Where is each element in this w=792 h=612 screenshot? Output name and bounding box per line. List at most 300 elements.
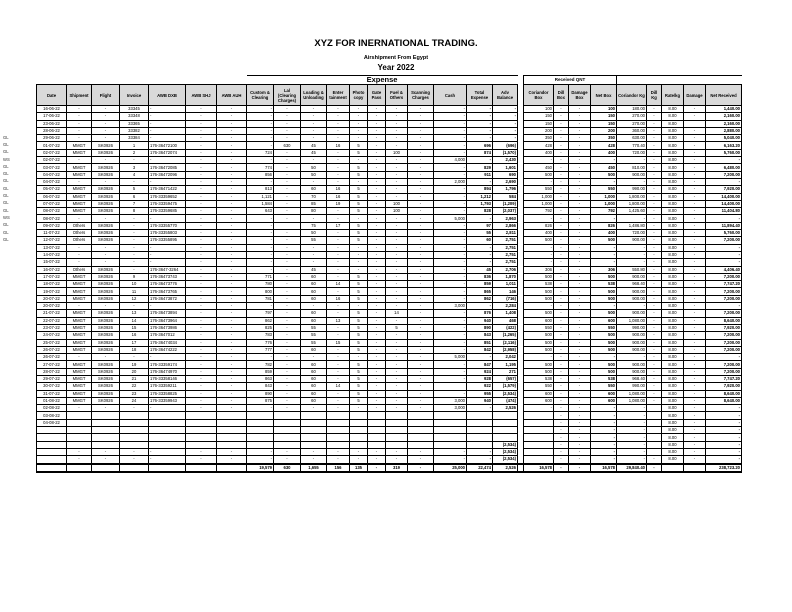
cell-awb-shj[interactable]: - <box>186 288 217 295</box>
cell-net-box[interactable]: - <box>591 303 617 310</box>
cell-awb-auh[interactable]: - <box>217 346 247 353</box>
cell-dill-kg[interactable]: - <box>647 230 662 237</box>
cell-dill-box[interactable]: - <box>554 135 569 142</box>
cell-net-received[interactable]: 14,400.00 <box>706 200 742 207</box>
cell-net-received[interactable]: 7,200.00 <box>706 295 742 302</box>
cell-cash[interactable]: 3,000 <box>434 405 467 412</box>
cell-shipment[interactable]: MMGT <box>67 149 92 156</box>
cell-adv-balance[interactable]: (696) <box>493 142 518 149</box>
cell-loading-unloading[interactable]: 1,655 <box>301 464 327 472</box>
cell-scanning-charges[interactable]: - <box>408 375 434 382</box>
cell-coriandor-kg[interactable]: 900.00 <box>617 339 647 346</box>
cell-adv-balance[interactable]: 2,526 <box>493 405 518 412</box>
cell-scanning-charges[interactable]: - <box>408 464 434 472</box>
cell-adv-balance[interactable] <box>493 434 518 441</box>
cell-coriandor-kg[interactable]: 29,840.40 <box>617 464 647 472</box>
cell-adv-balance[interactable]: (657) <box>493 375 518 382</box>
cell-awb-auh[interactable]: - <box>217 361 247 368</box>
cell-dill-box[interactable]: - <box>554 412 569 419</box>
cell-damage-box[interactable]: - <box>569 222 591 229</box>
cell-awb-dxb[interactable]: 176-33359943 <box>149 397 186 404</box>
cell-damage-box[interactable]: - <box>569 441 591 448</box>
cell-invoice[interactable]: 2 <box>120 149 149 156</box>
cell-enter-tainment[interactable] <box>327 427 350 434</box>
cell-flight[interactable]: - <box>92 178 120 185</box>
cell-awb-dxb[interactable]: - <box>149 106 186 113</box>
cell-awb-auh[interactable]: - <box>217 251 247 258</box>
cell-coriandor-kg[interactable]: - <box>617 434 647 441</box>
cell-custom-clearing[interactable]: - <box>247 456 274 464</box>
cell-flight[interactable]: SK0926 <box>92 266 120 273</box>
cell-net-received[interactable]: - <box>706 259 742 266</box>
cell-damage-box[interactable]: - <box>569 419 591 426</box>
cell-scanning-charges[interactable]: - <box>408 149 434 156</box>
cell-photo-copy[interactable]: 5 <box>350 186 368 193</box>
cell-net-received[interactable]: 238,723.20 <box>706 464 742 472</box>
cell-total-expense[interactable]: - <box>467 127 493 134</box>
cell-lal-clearing-charges[interactable]: - <box>274 281 301 288</box>
cell-cash[interactable]: 5,000 <box>434 354 467 361</box>
cell-enter-tainment[interactable] <box>327 419 350 426</box>
cell-damage-box[interactable]: - <box>569 288 591 295</box>
cell-net-box[interactable]: 450 <box>591 164 617 171</box>
cell-cash[interactable]: - <box>434 222 467 229</box>
cell-cash[interactable] <box>434 412 467 419</box>
cell-dill-kg[interactable]: - <box>647 208 662 215</box>
cell-loading-unloading[interactable]: 55 <box>301 324 327 331</box>
cell-date[interactable]: 07-07-22 <box>37 200 67 207</box>
cell-dill-box[interactable]: - <box>554 251 569 258</box>
cell-coriandor-box[interactable]: - <box>524 251 554 258</box>
cell-net-received[interactable]: - <box>706 178 742 185</box>
cell-loading-unloading[interactable] <box>301 412 327 419</box>
cell-damage[interactable]: - <box>684 310 706 317</box>
cell-coriandor-kg[interactable]: - <box>617 157 647 164</box>
cell-damage-box[interactable]: - <box>569 113 591 120</box>
cell-coriandor-kg[interactable]: 900.00 <box>617 361 647 368</box>
cell-shipment[interactable]: - <box>67 157 92 164</box>
cell-coriandor-box[interactable]: 16,578 <box>524 464 554 472</box>
cell-invoice[interactable]: 3 <box>120 164 149 171</box>
cell-coriandor-box[interactable] <box>524 441 554 448</box>
cell-coriandor-kg[interactable]: - <box>617 215 647 222</box>
cell-shipment[interactable]: MMGT <box>67 324 92 331</box>
cell-date[interactable] <box>37 434 67 441</box>
cell-invoice[interactable]: 33345 <box>120 106 149 113</box>
cell-rate-kg[interactable]: 8.00 <box>662 208 684 215</box>
cell-photo-copy[interactable]: - <box>350 113 368 120</box>
cell-dill-box[interactable]: - <box>554 266 569 273</box>
cell-coriandor-kg[interactable]: - <box>617 178 647 185</box>
cell-net-box[interactable]: 538 <box>591 375 617 382</box>
cell-total-expense[interactable]: - <box>467 303 493 310</box>
cell-scanning-charges[interactable]: - <box>408 186 434 193</box>
cell-awb-auh[interactable]: - <box>217 200 247 207</box>
cell-photo-copy[interactable]: - <box>350 120 368 127</box>
cell-gate-pass[interactable]: - <box>368 215 386 222</box>
cell-awb-auh[interactable]: - <box>217 273 247 280</box>
cell-date[interactable]: 03-07-22 <box>37 164 67 171</box>
cell-custom-clearing[interactable]: 890 <box>247 390 274 397</box>
cell-invoice[interactable]: 10 <box>120 281 149 288</box>
cell-total-expense[interactable]: - <box>467 157 493 164</box>
cell-gate-pass[interactable]: - <box>368 251 386 258</box>
cell-dill-box[interactable]: - <box>554 464 569 472</box>
cell-fuel-others[interactable]: - <box>386 127 408 134</box>
cell-enter-tainment[interactable] <box>327 434 350 441</box>
cell-invoice[interactable]: 17 <box>120 339 149 346</box>
cell-fuel-others[interactable]: - <box>386 237 408 244</box>
cell-awb-dxb[interactable] <box>149 434 186 441</box>
cell-damage[interactable]: - <box>684 427 706 434</box>
cell-awb-shj[interactable] <box>186 419 217 426</box>
cell-dill-box[interactable]: - <box>554 390 569 397</box>
cell-awb-auh[interactable]: - <box>217 448 247 455</box>
cell-damage-box[interactable]: - <box>569 230 591 237</box>
cell-awb-dxb[interactable]: 176-33358825 <box>149 390 186 397</box>
cell-coriandor-box[interactable]: 306 <box>524 266 554 273</box>
cell-flight[interactable]: SK0926 <box>92 317 120 324</box>
cell-invoice[interactable] <box>120 412 149 419</box>
cell-fuel-others[interactable]: - <box>386 332 408 339</box>
cell-awb-auh[interactable]: - <box>217 288 247 295</box>
cell-dill-box[interactable]: - <box>554 441 569 448</box>
cell-awb-shj[interactable]: - <box>186 397 217 404</box>
cell-shipment[interactable]: MMGT <box>67 361 92 368</box>
cell-dill-box[interactable]: - <box>554 113 569 120</box>
cell-scanning-charges[interactable]: - <box>408 310 434 317</box>
cell-awb-shj[interactable]: - <box>186 310 217 317</box>
cell-net-box[interactable]: 428 <box>591 142 617 149</box>
cell-damage[interactable]: - <box>684 178 706 185</box>
cell-fuel-others[interactable]: - <box>386 281 408 288</box>
cell-lal-clearing-charges[interactable]: - <box>274 266 301 273</box>
cell-enter-tainment[interactable]: - <box>327 354 350 361</box>
cell-rate-kg[interactable]: 8.00 <box>662 303 684 310</box>
cell-custom-clearing[interactable]: - <box>247 244 274 251</box>
cell-dill-box[interactable]: - <box>554 193 569 200</box>
cell-gate-pass[interactable]: - <box>368 106 386 113</box>
cell-photo-copy[interactable]: 5 <box>350 375 368 382</box>
cell-scanning-charges[interactable]: - <box>408 354 434 361</box>
cell-rate-kg[interactable]: 8.00 <box>662 186 684 193</box>
cell-flight[interactable]: SK0926 <box>92 375 120 382</box>
cell-lal-clearing-charges[interactable]: - <box>274 310 301 317</box>
cell-damage[interactable]: - <box>684 375 706 382</box>
cell-shipment[interactable]: - <box>67 127 92 134</box>
cell-date[interactable]: 08-07-22 <box>37 215 67 222</box>
cell-fuel-others[interactable]: - <box>386 405 408 412</box>
cell-scanning-charges[interactable]: - <box>408 120 434 127</box>
cell-photo-copy[interactable] <box>350 441 368 448</box>
cell-damage[interactable]: - <box>684 208 706 215</box>
cell-awb-shj[interactable]: - <box>186 113 217 120</box>
cell-gate-pass[interactable]: - <box>368 193 386 200</box>
cell-lal-clearing-charges[interactable]: - <box>274 273 301 280</box>
cell-shipment[interactable]: MMGT <box>67 142 92 149</box>
cell-coriandor-box[interactable]: 450 <box>524 164 554 171</box>
cell-fuel-others[interactable]: - <box>386 142 408 149</box>
cell-invoice[interactable]: 15 <box>120 324 149 331</box>
cell-flight[interactable]: - <box>92 244 120 251</box>
cell-awb-auh[interactable]: - <box>217 215 247 222</box>
cell-net-received[interactable]: 8,640.00 <box>706 397 742 404</box>
cell-cash[interactable]: - <box>434 135 467 142</box>
cell-custom-clearing[interactable]: 862 <box>247 317 274 324</box>
cell-enter-tainment[interactable]: 16 <box>327 142 350 149</box>
cell-net-box[interactable]: - <box>591 259 617 266</box>
cell-cash[interactable]: - <box>434 142 467 149</box>
cell-photo-copy[interactable]: 5 <box>350 273 368 280</box>
cell-dill-kg[interactable] <box>647 448 662 455</box>
cell-coriandor-box[interactable]: 150 <box>524 120 554 127</box>
cell-awb-auh[interactable]: - <box>217 237 247 244</box>
cell-awb-shj[interactable]: - <box>186 106 217 113</box>
cell-loading-unloading[interactable]: 60 <box>301 317 327 324</box>
cell-awb-shj[interactable]: - <box>186 237 217 244</box>
cell-net-box[interactable]: 150 <box>591 113 617 120</box>
cell-damage-box[interactable]: - <box>569 127 591 134</box>
cell-photo-copy[interactable]: 5 <box>350 383 368 390</box>
cell-total-expense[interactable]: 847 <box>467 361 493 368</box>
cell-lal-clearing-charges[interactable]: - <box>274 375 301 382</box>
cell-invoice[interactable]: - <box>120 456 149 464</box>
cell-adv-balance[interactable]: 2,866 <box>493 222 518 229</box>
cell-damage[interactable]: - <box>684 281 706 288</box>
cell-dill-kg[interactable]: - <box>647 390 662 397</box>
cell-gate-pass[interactable]: - <box>368 295 386 302</box>
cell-rate-kg[interactable]: 8.00 <box>662 434 684 441</box>
cell-net-received[interactable]: 7,920.00 <box>706 383 742 390</box>
cell-cash[interactable]: 4,000 <box>434 157 467 164</box>
cell-dill-kg[interactable]: - <box>647 259 662 266</box>
cell-custom-clearing[interactable]: - <box>247 113 274 120</box>
cell-net-box[interactable]: 500 <box>591 346 617 353</box>
cell-adv-balance[interactable]: 1,195 <box>493 361 518 368</box>
cell-cash[interactable] <box>434 427 467 434</box>
cell-date[interactable]: 16-06-22 <box>37 106 67 113</box>
cell-cash[interactable]: 5,000 <box>434 215 467 222</box>
cell-cash[interactable]: - <box>434 332 467 339</box>
cell-damage-box[interactable]: - <box>569 310 591 317</box>
cell-coriandor-kg[interactable]: 900.00 <box>617 237 647 244</box>
cell-scanning-charges[interactable] <box>408 427 434 434</box>
cell-rate-kg[interactable]: 8.00 <box>662 222 684 229</box>
cell-awb-shj[interactable]: - <box>186 222 217 229</box>
cell-net-received[interactable]: 7,200.00 <box>706 288 742 295</box>
cell-adv-balance[interactable]: - <box>493 106 518 113</box>
cell-dill-kg[interactable]: - <box>647 215 662 222</box>
cell-date[interactable]: 09-07-22 <box>37 222 67 229</box>
cell-lal-clearing-charges[interactable]: - <box>274 200 301 207</box>
cell-damage-box[interactable]: - <box>569 317 591 324</box>
cell-custom-clearing[interactable] <box>247 412 274 419</box>
cell-lal-clearing-charges[interactable]: - <box>274 303 301 310</box>
cell-shipment[interactable]: MMGT <box>67 383 92 390</box>
cell-awb-shj[interactable]: - <box>186 178 217 185</box>
cell-coriandor-kg[interactable]: 900.00 <box>617 346 647 353</box>
cell-scanning-charges[interactable]: - <box>408 208 434 215</box>
cell-loading-unloading[interactable]: 60 <box>301 346 327 353</box>
cell-damage[interactable]: - <box>684 354 706 361</box>
cell-flight[interactable]: - <box>92 259 120 266</box>
cell-loading-unloading[interactable] <box>301 441 327 448</box>
cell-awb-dxb[interactable]: - <box>149 127 186 134</box>
cell-photo-copy[interactable]: - <box>350 405 368 412</box>
cell-net-box[interactable]: - <box>591 448 617 455</box>
cell-awb-shj[interactable]: - <box>186 281 217 288</box>
cell-date[interactable]: 08-07-22 <box>37 208 67 215</box>
cell-enter-tainment[interactable]: - <box>327 164 350 171</box>
cell-date[interactable]: 16-07-22 <box>37 266 67 273</box>
cell-fuel-others[interactable]: - <box>386 164 408 171</box>
cell-loading-unloading[interactable]: - <box>301 106 327 113</box>
cell-date[interactable]: 21-07-22 <box>37 310 67 317</box>
cell-dill-kg[interactable] <box>647 434 662 441</box>
cell-scanning-charges[interactable]: - <box>408 288 434 295</box>
cell-lal-clearing-charges[interactable] <box>274 427 301 434</box>
cell-shipment[interactable]: MMGT <box>67 346 92 353</box>
cell-custom-clearing[interactable]: 643 <box>247 208 274 215</box>
cell-dill-kg[interactable]: - <box>647 186 662 193</box>
cell-gate-pass[interactable]: - <box>368 346 386 353</box>
cell-damage[interactable]: - <box>684 113 706 120</box>
cell-net-box[interactable]: - <box>591 456 617 464</box>
cell-awb-auh[interactable]: - <box>217 383 247 390</box>
cell-gate-pass[interactable]: - <box>368 266 386 273</box>
cell-net-received[interactable]: - <box>706 157 742 164</box>
cell-rate-kg[interactable]: 8.00 <box>662 106 684 113</box>
cell-awb-shj[interactable]: - <box>186 368 217 375</box>
cell-total-expense[interactable]: - <box>467 251 493 258</box>
cell-dill-kg[interactable]: - <box>647 464 662 472</box>
cell-lal-clearing-charges[interactable]: - <box>274 208 301 215</box>
cell-loading-unloading[interactable]: - <box>301 303 327 310</box>
cell-awb-auh[interactable]: - <box>217 127 247 134</box>
cell-adv-balance[interactable]: 146 <box>493 288 518 295</box>
cell-photo-copy[interactable] <box>350 427 368 434</box>
cell-invoice[interactable]: 14 <box>120 317 149 324</box>
cell-coriandor-kg[interactable]: 1,080.00 <box>617 397 647 404</box>
cell-lal-clearing-charges[interactable]: - <box>274 193 301 200</box>
cell-scanning-charges[interactable]: - <box>408 244 434 251</box>
cell-custom-clearing[interactable]: - <box>247 259 274 266</box>
cell-enter-tainment[interactable]: - <box>327 303 350 310</box>
cell-net-box[interactable]: - <box>591 178 617 185</box>
cell-dill-box[interactable]: - <box>554 368 569 375</box>
cell-gate-pass[interactable] <box>368 412 386 419</box>
cell-photo-copy[interactable]: - <box>350 127 368 134</box>
cell-lal-clearing-charges[interactable]: - <box>274 339 301 346</box>
cell-photo-copy[interactable]: 5 <box>350 208 368 215</box>
cell-coriandor-kg[interactable]: 1,800.00 <box>617 200 647 207</box>
cell-damage[interactable]: - <box>684 106 706 113</box>
cell-gate-pass[interactable]: - <box>368 303 386 310</box>
cell-cash[interactable]: - <box>434 106 467 113</box>
cell-total-expense[interactable]: 862 <box>467 295 493 302</box>
cell-gate-pass[interactable]: - <box>368 375 386 382</box>
cell-lal-clearing-charges[interactable]: - <box>274 397 301 404</box>
cell-custom-clearing[interactable] <box>247 419 274 426</box>
cell-dill-box[interactable]: - <box>554 178 569 185</box>
cell-rate-kg[interactable]: 8.00 <box>662 295 684 302</box>
cell-scanning-charges[interactable]: - <box>408 266 434 273</box>
cell-damage-box[interactable]: - <box>569 273 591 280</box>
cell-invoice[interactable]: - <box>120 244 149 251</box>
cell-damage[interactable]: - <box>684 383 706 390</box>
cell-net-box[interactable]: - <box>591 419 617 426</box>
cell-shipment[interactable]: - <box>67 215 92 222</box>
cell-custom-clearing[interactable]: 782 <box>247 361 274 368</box>
cell-date[interactable]: 29-06-22 <box>37 135 67 142</box>
cell-dill-box[interactable]: - <box>554 215 569 222</box>
cell-total-expense[interactable]: 1,793 <box>467 200 493 207</box>
cell-coriandor-box[interactable] <box>524 456 554 464</box>
cell-total-expense[interactable]: 876 <box>467 310 493 317</box>
cell-photo-copy[interactable]: 5 <box>350 237 368 244</box>
cell-awb-shj[interactable]: - <box>186 135 217 142</box>
cell-net-received[interactable]: 11,894.40 <box>706 222 742 229</box>
cell-awb-shj[interactable]: - <box>186 405 217 412</box>
cell-lal-clearing-charges[interactable]: 630 <box>274 142 301 149</box>
cell-shipment[interactable]: MMGT <box>67 164 92 171</box>
cell-flight[interactable]: SK0926 <box>92 186 120 193</box>
cell-custom-clearing[interactable]: 843 <box>247 383 274 390</box>
cell-invoice[interactable]: - <box>120 354 149 361</box>
cell-scanning-charges[interactable]: - <box>408 390 434 397</box>
cell-net-received[interactable]: 7,200.00 <box>706 361 742 368</box>
cell-loading-unloading[interactable]: - <box>301 251 327 258</box>
cell-coriandor-kg[interactable]: 810.00 <box>617 164 647 171</box>
cell-awb-dxb[interactable]: 176-33359475 <box>149 200 186 207</box>
cell-dill-kg[interactable]: - <box>647 237 662 244</box>
cell-custom-clearing[interactable]: - <box>247 135 274 142</box>
cell-awb-shj[interactable]: - <box>186 186 217 193</box>
cell-shipment[interactable]: - <box>67 259 92 266</box>
cell-awb-auh[interactable]: - <box>217 230 247 237</box>
cell-dill-kg[interactable]: - <box>647 288 662 295</box>
cell-awb-dxb[interactable]: 176-36474222 <box>149 346 186 353</box>
cell-net-box[interactable]: 200 <box>591 127 617 134</box>
cell-rate-kg[interactable]: 8.00 <box>662 354 684 361</box>
cell-invoice[interactable] <box>120 427 149 434</box>
cell-net-received[interactable]: 5,040.00 <box>706 135 742 142</box>
cell-flight[interactable]: SK0926 <box>92 295 120 302</box>
cell-total-expense[interactable]: 924 <box>467 368 493 375</box>
cell-scanning-charges[interactable]: - <box>408 303 434 310</box>
cell-adv-balance[interactable]: (2,534) <box>493 441 518 448</box>
cell-enter-tainment[interactable]: - <box>327 405 350 412</box>
cell-date[interactable]: 30-07-22 <box>37 383 67 390</box>
cell-adv-balance[interactable]: 690 <box>493 171 518 178</box>
cell-total-expense[interactable]: 97 <box>467 222 493 229</box>
cell-fuel-others[interactable]: - <box>386 157 408 164</box>
cell-coriandor-kg[interactable]: 900.00 <box>617 332 647 339</box>
cell-dill-box[interactable]: - <box>554 419 569 426</box>
cell-lal-clearing-charges[interactable]: - <box>274 164 301 171</box>
cell-total-expense[interactable]: 829 <box>467 164 493 171</box>
cell-fuel-others[interactable]: - <box>386 106 408 113</box>
cell-net-box[interactable]: 306 <box>591 266 617 273</box>
cell-fuel-others[interactable]: - <box>386 251 408 258</box>
cell-adv-balance[interactable] <box>493 412 518 419</box>
cell-photo-copy[interactable]: - <box>350 135 368 142</box>
cell-loading-unloading[interactable]: - <box>301 178 327 185</box>
cell-coriandor-box[interactable]: 428 <box>524 142 554 149</box>
cell-coriandor-box[interactable]: - <box>524 244 554 251</box>
cell-dill-box[interactable]: - <box>554 208 569 215</box>
cell-damage[interactable]: - <box>684 237 706 244</box>
